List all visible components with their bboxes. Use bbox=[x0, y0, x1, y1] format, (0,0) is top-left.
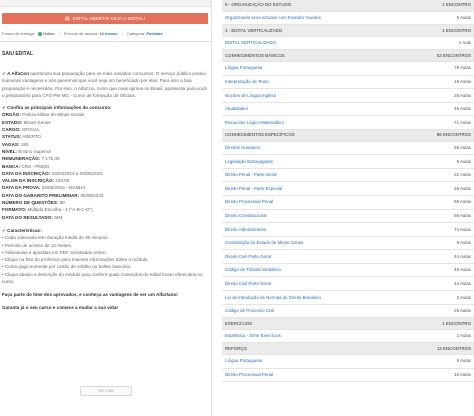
module-item-row[interactable] bbox=[222, 196, 474, 210]
module-item-count: 71 Aulas bbox=[454, 119, 471, 125]
module-item-count: 9 Aulas bbox=[456, 240, 471, 246]
module-item-count: 45 Aulas bbox=[454, 106, 471, 112]
module-item-row[interactable] bbox=[222, 155, 474, 169]
info-row bbox=[2, 199, 210, 206]
info-title bbox=[2, 104, 210, 111]
module-item-name[interactable]: Organizando seus estudos com Evandro Guedes bbox=[225, 15, 321, 21]
module-header-name: CONHECIMENTOS ESPECÍFICOS bbox=[225, 132, 295, 138]
module-item-name[interactable]: Constituição do Estado de Minas Gerais bbox=[225, 240, 304, 246]
module-item-count: 74 Aulas bbox=[454, 226, 471, 232]
info-value: Ensino Superior bbox=[18, 148, 52, 154]
info-key: CARGO: bbox=[2, 127, 21, 133]
module-item-row[interactable] bbox=[222, 76, 474, 90]
module-header-count: 1 ENCONTRO bbox=[442, 320, 471, 326]
module-item-row[interactable] bbox=[222, 62, 474, 76]
module-item-row[interactable] bbox=[222, 223, 474, 237]
intro-brand: A AlfaCon bbox=[7, 71, 30, 76]
module-header-row bbox=[222, 318, 474, 330]
info-row bbox=[2, 111, 210, 118]
module-item-name[interactable]: Interpretação de Texto bbox=[225, 79, 269, 84]
info-row bbox=[2, 141, 210, 148]
module-item-name[interactable]: Noções de Língua Inglesa bbox=[225, 92, 277, 98]
info-value: Múltipla Escolha - 4 ("A-B-C-D") bbox=[27, 207, 93, 213]
info-key: REMUNERAÇÃO: bbox=[2, 156, 41, 162]
info-row bbox=[2, 119, 210, 126]
info-value: Polícia Militar de Minas Gerais bbox=[22, 112, 85, 118]
characteristic-item: • Clique abaixo a descrição do módulo para conferir quais conteúdos do edital foram oferecidos no curso. bbox=[2, 271, 203, 285]
module-item-count: 55 Aulas bbox=[454, 144, 471, 150]
info-key: DATA DA PROVA: bbox=[2, 185, 41, 191]
module-item-count: 10 Aulas bbox=[454, 372, 471, 378]
module-item-count: 2 Aulas bbox=[456, 333, 471, 339]
info-key: BANCA: bbox=[2, 163, 21, 169]
info-value: 05/06/2023 bbox=[80, 192, 104, 198]
closing-paragraph-1: Faça parte do time dos aprovados, e conheça as vantagens de ser um Alfartano! bbox=[2, 292, 178, 298]
info-row bbox=[2, 126, 210, 133]
intro-paragraph bbox=[2, 70, 210, 99]
module-item-name[interactable]: Direito Civil Parte Geral bbox=[225, 280, 271, 286]
info-key: VALOR DA INSCRIÇÃO: bbox=[2, 178, 55, 184]
info-value: SIM bbox=[54, 214, 63, 220]
periodo-value: 12 meses bbox=[99, 31, 118, 36]
info-title-text: Confira as principais informações do concurso: bbox=[7, 105, 112, 111]
module-item-row[interactable] bbox=[222, 291, 474, 305]
info-key: ESTADO: bbox=[2, 119, 23, 125]
module-header-count: 13 ENCONTROS bbox=[436, 345, 471, 351]
module-item-row[interactable] bbox=[222, 369, 474, 383]
see-more-button[interactable]: Ver mais bbox=[80, 386, 132, 396]
document-icon: ▤ bbox=[65, 16, 70, 22]
module-header-row bbox=[222, 130, 474, 142]
module-item-count: 56 Aulas bbox=[454, 212, 471, 218]
forma-label: Forma de entrega: bbox=[2, 31, 35, 36]
info-key: DATA DO GABARITO PRELIMINAR: bbox=[2, 192, 80, 198]
info-key: VAGAS: bbox=[2, 141, 20, 147]
module-item-name[interactable]: Direitos Humanos bbox=[225, 144, 260, 150]
info-value: OFICIAL bbox=[21, 127, 40, 133]
characteristic-item: • Videoaulas e apostilas em PDF acessadas online. bbox=[2, 249, 107, 255]
periodo-label: Período de acesso: bbox=[63, 31, 99, 36]
module-item-name[interactable]: Direito Penal - Parte Especial bbox=[225, 185, 283, 191]
modules-rows bbox=[222, 0, 474, 382]
module-item-row[interactable] bbox=[222, 237, 474, 251]
info-value: 7.175,30 bbox=[41, 156, 60, 162]
module-item-name[interactable]: Direito Administrativo bbox=[225, 226, 267, 232]
characteristic-item: • Clique na foto do professor para maiores informações sobre o módulo bbox=[2, 257, 148, 263]
info-row bbox=[2, 214, 210, 221]
module-item-count: 44 Aulas bbox=[454, 280, 471, 286]
info-value: Minas Gerais bbox=[23, 119, 51, 125]
module-item-row[interactable] bbox=[222, 264, 474, 278]
module-item-row[interactable] bbox=[222, 169, 474, 183]
info-row bbox=[2, 170, 210, 177]
module-item-row[interactable] bbox=[222, 182, 474, 196]
module-header-name: 1 - EDITAL VERTICALIZADO bbox=[225, 27, 283, 33]
module-item-name[interactable]: Direito Constitucional bbox=[225, 212, 267, 218]
characteristics-list bbox=[2, 234, 210, 285]
module-item-name[interactable]: Direito Penal - Parte Geral bbox=[225, 172, 277, 178]
module-item-name[interactable]: Estatística - Série Exercícios bbox=[225, 333, 281, 339]
module-item-count: 9 Aulas bbox=[456, 158, 471, 164]
module-item-name[interactable]: Direito Civil Parte Geral bbox=[225, 253, 271, 259]
info-key: STATUS: bbox=[2, 134, 22, 140]
info-key: FORMATO: bbox=[2, 207, 27, 213]
info-value: ABERTO bbox=[22, 134, 41, 140]
module-item-row[interactable] bbox=[222, 142, 474, 156]
module-item-count: 32 Aulas bbox=[454, 172, 471, 178]
module-item-count: 25 Aulas bbox=[454, 308, 471, 314]
module-header-name: EXERCÍCIOS bbox=[225, 320, 253, 326]
module-item-count: 28 Aulas bbox=[454, 185, 471, 191]
module-item-count: 60 Aulas bbox=[454, 199, 471, 205]
module-item-row[interactable] bbox=[222, 103, 474, 117]
module-item-name[interactable]: Lei de Introdução às Normas do Direito Brasileiro bbox=[225, 294, 321, 300]
info-key: NÍVEL: bbox=[2, 148, 18, 154]
module-item-name[interactable]: Raciocínio Lógico-Matemático bbox=[225, 119, 284, 125]
module-item-count: 8 Aulas bbox=[456, 358, 471, 364]
info-row bbox=[2, 192, 210, 199]
module-item-name[interactable]: Atualidades bbox=[225, 106, 248, 112]
module-header-count: 1 ENCONTRO bbox=[442, 27, 471, 33]
info-value: 03/04/2023 a 03/05/2023 bbox=[51, 170, 103, 176]
info-value: CRS - PMMG bbox=[21, 163, 50, 169]
module-header-count: 86 ENCONTROS bbox=[436, 132, 471, 138]
course-description-panel bbox=[0, 0, 212, 416]
module-item-name[interactable]: Língua Portuguesa bbox=[225, 65, 263, 71]
info-row bbox=[2, 184, 210, 191]
module-item-name[interactable]: Código de Processo Civil bbox=[225, 308, 275, 314]
edital-button[interactable] bbox=[2, 13, 208, 24]
module-item-row[interactable] bbox=[222, 12, 474, 26]
info-key: NÚMERO DE QUESTÕES: bbox=[2, 200, 59, 206]
course-modules-table bbox=[222, 0, 474, 416]
module-item-row[interactable] bbox=[222, 37, 474, 51]
course-meta: Forma de entrega: Online | Período de acesso: 12 meses | Categoria: Policiais bbox=[2, 31, 163, 36]
info-row bbox=[2, 133, 210, 140]
characteristic-item: • Curso pago somente por cartão de crédito ou boleto bancário. bbox=[2, 264, 132, 270]
module-header-row bbox=[222, 343, 474, 355]
module-item-row[interactable] bbox=[222, 116, 474, 130]
module-header-row bbox=[222, 50, 474, 62]
module-item-count: 18 Aulas bbox=[454, 79, 471, 84]
module-item-count: 25 Aulas bbox=[454, 92, 471, 98]
online-status-icon bbox=[38, 32, 42, 36]
module-header-count: 53 ENCONTROS bbox=[436, 52, 471, 58]
categoria-label: Categoria: bbox=[126, 31, 146, 36]
info-value: 220,00 bbox=[55, 178, 70, 184]
section-title: SAIU EDITAL bbox=[2, 51, 34, 57]
info-key: DATA DA INSCRIÇÃO: bbox=[2, 170, 51, 176]
edital-button-label: EDITAL ABERTO! VEJA O EDITAL! bbox=[72, 16, 145, 21]
module-item-row[interactable] bbox=[222, 89, 474, 103]
info-value: 04/06/2023 - MANHÃ bbox=[41, 185, 86, 191]
module-item-count: 44 Aulas bbox=[454, 253, 471, 259]
forma-value: Online bbox=[43, 31, 55, 36]
module-item-name[interactable]: Código de Trânsito Brasileiro bbox=[225, 267, 282, 273]
module-header-name: REFORÇO bbox=[225, 345, 247, 351]
characteristic-item: • Período de acesso de 12 meses. bbox=[2, 242, 73, 248]
module-item-count: 2 Aulas bbox=[456, 294, 471, 300]
module-item-row[interactable] bbox=[222, 210, 474, 224]
module-item-count: 45 Aulas bbox=[454, 267, 471, 273]
characteristic-item: • Cada videoaula tem duração média de 30 minutos. bbox=[2, 235, 109, 241]
module-header-row bbox=[222, 25, 474, 37]
info-row bbox=[2, 155, 210, 162]
info-key: DATA DO RESULTADO: bbox=[2, 214, 53, 220]
module-header-name: CONHECIMENTOS BÁSICOS bbox=[225, 52, 285, 58]
info-row bbox=[2, 177, 210, 184]
info-key: ÓRGÃO: bbox=[2, 112, 21, 118]
module-item-row[interactable] bbox=[222, 250, 474, 264]
module-item-row[interactable] bbox=[222, 305, 474, 319]
intro-text: oportuniza sua preparação para os mais variados concursos. O serviço público possui inúmeras vantagens e nós queremos que você seja um beneficiado por elas. Para isso a boa preparação é necessária. Por isso, o AlfaCon, curso que mais aprova no Brasil, apresenta para você o preparatório para CFO PM MG - Curso de formação de Oficiais. bbox=[2, 71, 207, 98]
categoria-value: Policiais bbox=[146, 31, 163, 36]
module-item-name[interactable]: Língua Portuguesa bbox=[225, 358, 263, 364]
characteristics-block bbox=[2, 227, 210, 285]
module-item-count: 78 Aulas bbox=[454, 65, 471, 71]
info-row bbox=[2, 206, 210, 213]
module-item-name[interactable]: Direito Processual Penal bbox=[225, 199, 274, 205]
module-item-count: 1 Aula bbox=[458, 40, 471, 46]
module-header-row bbox=[222, 0, 474, 12]
top-bar bbox=[0, 0, 211, 7]
description-content bbox=[2, 70, 210, 316]
characteristics-title-text: Características: bbox=[7, 227, 42, 233]
module-item-name[interactable]: EDITAL VERTICALIZADO bbox=[225, 40, 276, 46]
check-icon: ✔ bbox=[2, 105, 8, 111]
module-item-name[interactable]: Direito Processual Penal bbox=[225, 372, 274, 378]
closing-paragraph-2: Garanta já o seu curso e comece a mudar a sua vida! bbox=[2, 304, 118, 310]
module-item-row[interactable] bbox=[222, 277, 474, 291]
check-icon: ✔ bbox=[2, 227, 8, 233]
module-item-row[interactable] bbox=[222, 330, 474, 344]
module-header-name: 0 - ORGANIZAÇÃO DO ESTUDO bbox=[225, 2, 292, 8]
info-icon: ✔ bbox=[2, 71, 6, 76]
module-header-count: 1 ENCONTRO bbox=[442, 2, 471, 8]
characteristics-title bbox=[2, 227, 210, 234]
module-item-row[interactable] bbox=[222, 355, 474, 369]
info-value: 180 bbox=[20, 141, 29, 147]
divider bbox=[0, 41, 212, 42]
info-value: 50 bbox=[59, 200, 65, 206]
info-row bbox=[2, 148, 210, 155]
info-block bbox=[2, 104, 210, 221]
info-list bbox=[2, 111, 210, 220]
module-item-name[interactable]: Legislação Extravagante bbox=[225, 158, 274, 164]
module-item-count: 5 Aulas bbox=[456, 15, 471, 21]
info-row bbox=[2, 163, 210, 170]
